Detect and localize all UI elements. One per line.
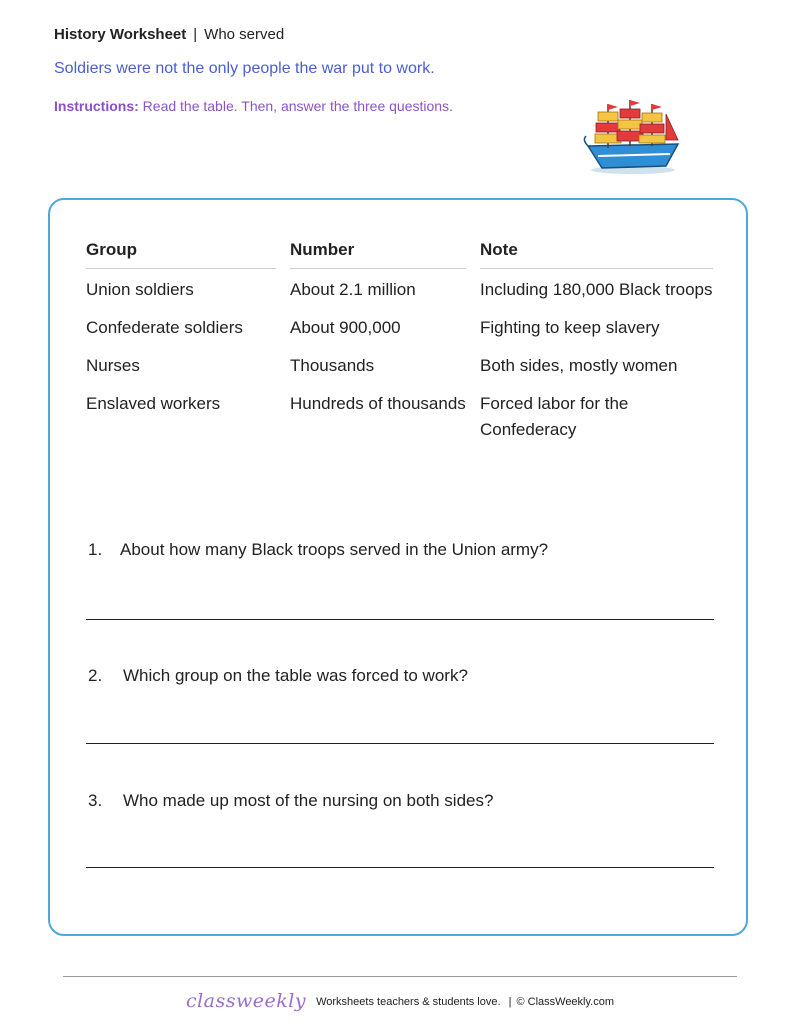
question-1 <box>88 540 548 560</box>
column-header-number: Number <box>290 234 466 269</box>
table-cell-number: Thousands <box>290 356 375 375</box>
worksheet-title: History Worksheet <box>54 26 187 43</box>
table-cell-note: Including 180,000 Black troops <box>480 280 713 299</box>
table-cell-number: Hundreds of thousands <box>290 394 466 413</box>
table-row <box>86 345 713 383</box>
table-row <box>86 269 713 307</box>
footer-tagline: Worksheets teachers & students love. <box>316 996 501 1008</box>
instructions-label: Instructions: <box>54 98 139 114</box>
header-separator: | <box>193 26 198 43</box>
question-number: 3. <box>88 791 103 810</box>
groups-table <box>72 234 727 447</box>
table-cell-group: Enslaved workers <box>86 394 221 413</box>
question-text: Which group on the table was forced to work? <box>123 666 468 685</box>
question-number: 1. <box>88 540 103 559</box>
question-2 <box>88 666 468 686</box>
table-row <box>86 307 713 345</box>
sailing-ship-icon <box>578 96 688 178</box>
table-cell-group: Nurses <box>86 356 140 375</box>
column-header-note: Note <box>480 234 713 269</box>
answer-line-2[interactable] <box>86 743 714 744</box>
question-number: 2. <box>88 666 103 685</box>
question-3 <box>88 791 493 811</box>
column-header-group: Group <box>86 234 276 269</box>
table-row <box>86 383 713 447</box>
footer <box>0 990 800 1012</box>
footer-divider <box>63 976 737 977</box>
footer-copyright: © ClassWeekly.com <box>516 996 615 1008</box>
instructions-text: Read the table. Then, answer the three questions. <box>142 98 453 114</box>
table-cell-number: About 900,000 <box>290 318 401 337</box>
instructions <box>54 98 453 114</box>
question-text: Who made up most of the nursing on both sides? <box>123 791 494 810</box>
table-cell-group: Union soldiers <box>86 280 194 299</box>
table-cell-note: Both sides, mostly women <box>480 356 678 375</box>
question-text: About how many Black troops served in the Union army? <box>120 540 549 559</box>
worksheet-subtitle: Soldiers were not the only people the war put to work. <box>54 60 435 77</box>
table-cell-note: Forced labor for the Confederacy <box>480 394 629 439</box>
footer-separator: | <box>508 996 512 1008</box>
worksheet-card <box>48 198 748 936</box>
worksheet-topic: Who served <box>204 26 285 43</box>
table-cell-note: Fighting to keep slavery <box>480 318 660 337</box>
worksheet-header <box>54 26 284 43</box>
table-header-row <box>86 234 713 269</box>
answer-line-3[interactable] <box>86 867 714 868</box>
table-cell-group: Confederate soldiers <box>86 318 243 337</box>
brand-logo: classweekly <box>185 990 307 1012</box>
table-cell-number: About 2.1 million <box>290 280 416 299</box>
answer-line-1[interactable] <box>86 619 714 620</box>
